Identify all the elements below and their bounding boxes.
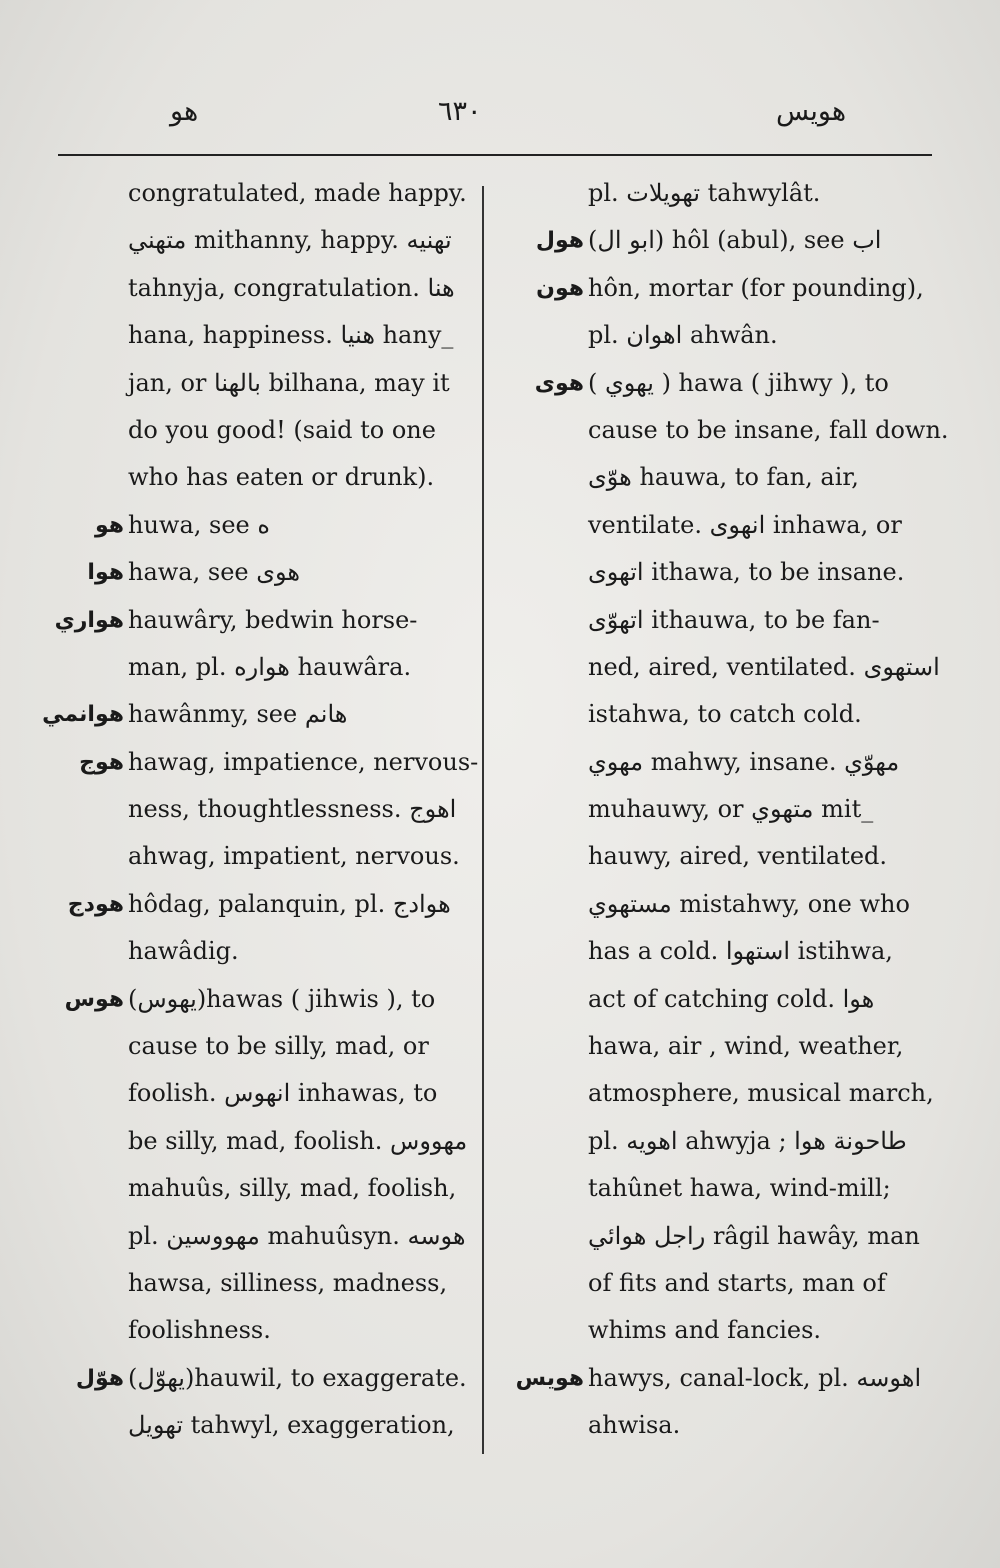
entry-line bbox=[40, 928, 480, 975]
entry-text: be silly, mad, foolish. مهووس bbox=[128, 1126, 468, 1155]
entry-line bbox=[40, 597, 480, 644]
running-head-left: هو bbox=[170, 96, 199, 127]
entry-text: ahwisa. bbox=[588, 1411, 681, 1440]
entry-line bbox=[40, 1402, 480, 1449]
entry-line bbox=[40, 976, 480, 1023]
entry-line bbox=[500, 1070, 940, 1117]
entry-line bbox=[500, 407, 949, 454]
entry-line bbox=[500, 502, 940, 549]
entry-line bbox=[40, 786, 480, 833]
entry-line bbox=[40, 1213, 480, 1260]
entry-text: pl. مهووسين mahuûsyn. هوسه bbox=[128, 1221, 466, 1250]
entry-text: hauwâry, bedwin horse- bbox=[128, 605, 418, 634]
entry-line bbox=[500, 644, 940, 691]
entry-text: huwa, see ه bbox=[128, 510, 270, 539]
entry-line bbox=[40, 549, 480, 596]
entry-text: ( يهوي ) hawa ( jihwy ), to bbox=[588, 368, 889, 397]
entry-line bbox=[500, 217, 940, 264]
entry-text: tahûnet hawa, wind-mill; bbox=[588, 1174, 891, 1203]
entry-line bbox=[500, 265, 940, 312]
entry-text: اتهوّى ithauwa, to be fan- bbox=[588, 605, 880, 634]
column-divider bbox=[482, 186, 484, 1454]
entry-text: foolishness. bbox=[128, 1316, 271, 1345]
entry-text: hôn, mortar (for pounding), bbox=[588, 273, 924, 302]
entry-text: hawa, air , wind, weather, bbox=[588, 1032, 904, 1061]
entry-line bbox=[40, 833, 480, 880]
entry-text: ahwag, impatient, nervous. bbox=[128, 842, 460, 871]
entry-text: hawsa, silliness, madness, bbox=[128, 1268, 448, 1297]
entry-line bbox=[500, 928, 940, 975]
entry-text: راجل هوائي râgil hawây, man bbox=[588, 1221, 920, 1250]
entry-text: hôdag, palanquin, pl. هوادج bbox=[128, 889, 451, 918]
running-head-right: هويس bbox=[776, 96, 847, 127]
header-rule bbox=[58, 154, 932, 156]
entry-text: متهني mithanny, happy. تهنيه bbox=[128, 226, 452, 255]
entry-line bbox=[40, 407, 480, 454]
entry-line bbox=[500, 1307, 940, 1354]
headword-arabic: هوا bbox=[87, 560, 124, 586]
entry-text: muhauwy, or متهوي mit_ bbox=[588, 795, 874, 824]
entry-line bbox=[500, 976, 940, 1023]
entry-line bbox=[40, 265, 480, 312]
entry-line bbox=[500, 597, 940, 644]
entry-text: congratulated, made happy. bbox=[128, 179, 467, 207]
headword-arabic: هوج bbox=[79, 749, 124, 775]
entry-text: (يهوس)hawas ( jihwis ), to bbox=[128, 984, 436, 1013]
entry-text: هوّى hauwa, to fan, air, bbox=[588, 463, 859, 492]
entry-text: of fits and starts, man of bbox=[588, 1268, 886, 1297]
entry-text: pl. اهوان ahwân. bbox=[588, 321, 778, 350]
entry-line bbox=[40, 360, 480, 407]
entry-line bbox=[40, 170, 480, 217]
page-number: ٦٣٠ bbox=[438, 96, 482, 127]
entry-text: mahuûs, silly, mad, foolish, bbox=[128, 1174, 457, 1203]
entry-line bbox=[500, 549, 940, 596]
entry-line bbox=[40, 1118, 480, 1165]
entry-text: atmosphere, musical march, bbox=[588, 1079, 934, 1108]
entry-text: man, pl. هواره hauwâra. bbox=[128, 652, 412, 681]
entry-text: مستهوي mistahwy, one who bbox=[588, 889, 910, 918]
entry-line bbox=[500, 833, 940, 880]
left-column bbox=[40, 170, 480, 1450]
entry-text: hawânmy, see هانم bbox=[128, 700, 348, 729]
headword-arabic: هويس bbox=[515, 1365, 584, 1391]
entry-line bbox=[40, 1355, 480, 1402]
entry-text: hawys, canal-lock, pl. اهوسه bbox=[588, 1363, 922, 1392]
entry-line bbox=[40, 1070, 480, 1117]
entry-line bbox=[500, 1355, 940, 1402]
entry-text: act of catching cold. هوا bbox=[588, 984, 875, 1013]
headword-arabic: هوّل bbox=[75, 1365, 124, 1391]
headword-arabic: هواري bbox=[54, 607, 124, 633]
entry-text: ness, thoughtlessness. اهوج bbox=[128, 795, 457, 824]
entry-text: (ابو ال) hôl (abul), see اب bbox=[588, 226, 882, 255]
headword-arabic: هون bbox=[536, 275, 584, 301]
entry-line bbox=[40, 454, 480, 501]
entry-text: (يهوّل)hauwil, to exaggerate. bbox=[128, 1363, 467, 1392]
entry-line bbox=[500, 1260, 940, 1307]
entry-text: ned, aired, ventilated. استهوى bbox=[588, 652, 940, 681]
entry-line bbox=[500, 1118, 940, 1165]
entry-line bbox=[500, 1023, 940, 1070]
entry-text: istahwa, to catch cold. bbox=[588, 700, 862, 729]
entry-text: cause to be insane, fall down. bbox=[588, 415, 949, 444]
entry-text: who has eaten or drunk). bbox=[128, 463, 435, 492]
entry-text: do you good! (said to one bbox=[128, 415, 436, 444]
entry-line bbox=[500, 1165, 940, 1212]
headword-arabic: هوس bbox=[64, 986, 124, 1012]
entry-text: تهويل tahwyl, exaggeration, bbox=[128, 1411, 455, 1440]
entry-text: hawa, see هوى bbox=[128, 558, 301, 587]
entry-text: اتهوى ithawa, to be insane. bbox=[588, 558, 905, 587]
entry-text: jan, or بالهنا bilhana, may it bbox=[128, 368, 450, 397]
headword-arabic: هوانمي bbox=[42, 702, 124, 728]
entry-text: مهوي mahwy, insane. مهوّي bbox=[588, 747, 900, 776]
entry-line bbox=[500, 881, 940, 928]
entry-line bbox=[40, 1260, 480, 1307]
entry-text: has a cold. استهوا istihwa, bbox=[588, 937, 893, 966]
entry-line bbox=[40, 739, 480, 786]
entry-line bbox=[500, 1402, 940, 1449]
entry-line bbox=[40, 1165, 480, 1212]
entry-line bbox=[500, 1213, 940, 1260]
entry-line bbox=[40, 644, 480, 691]
entry-line bbox=[500, 170, 940, 217]
entry-line bbox=[40, 502, 480, 549]
headword-arabic: هو bbox=[94, 512, 124, 538]
entry-line bbox=[500, 454, 940, 501]
entry-line bbox=[500, 786, 940, 833]
headword-arabic: هول bbox=[535, 228, 584, 254]
entry-line bbox=[40, 312, 480, 359]
entry-text: hana, happiness. هنيا hany_ bbox=[128, 321, 454, 350]
entry-line bbox=[500, 739, 940, 786]
entry-line bbox=[500, 360, 940, 407]
entry-text: hawag, impatience, nervous- bbox=[128, 747, 479, 776]
entry-line bbox=[40, 1023, 480, 1070]
entry-line bbox=[40, 691, 480, 738]
entry-text: pl. تهويلات tahwylât. bbox=[588, 179, 821, 207]
entry-text: hawâdig. bbox=[128, 937, 239, 966]
entry-text: foolish. انهوس inhawas, to bbox=[128, 1079, 438, 1108]
entry-line bbox=[40, 1307, 480, 1354]
entry-text: pl. اهويه ahwyja ; طاحونة هوا bbox=[588, 1126, 907, 1155]
entry-line bbox=[500, 691, 940, 738]
entry-text: hauwy, aired, ventilated. bbox=[588, 842, 888, 871]
headword-arabic: هودج bbox=[67, 891, 124, 917]
entry-line bbox=[40, 217, 480, 264]
entry-text: ventilate. انهوى inhawa, or bbox=[588, 510, 902, 539]
entry-text: cause to be silly, mad, or bbox=[128, 1032, 429, 1061]
entry-text: whims and fancies. bbox=[588, 1316, 822, 1345]
entry-text: tahnyja, congratulation. هنا bbox=[128, 273, 455, 302]
entry-line bbox=[40, 881, 480, 928]
entry-line bbox=[500, 312, 940, 359]
headword-arabic: هوى bbox=[534, 370, 584, 396]
right-column bbox=[500, 170, 949, 1450]
